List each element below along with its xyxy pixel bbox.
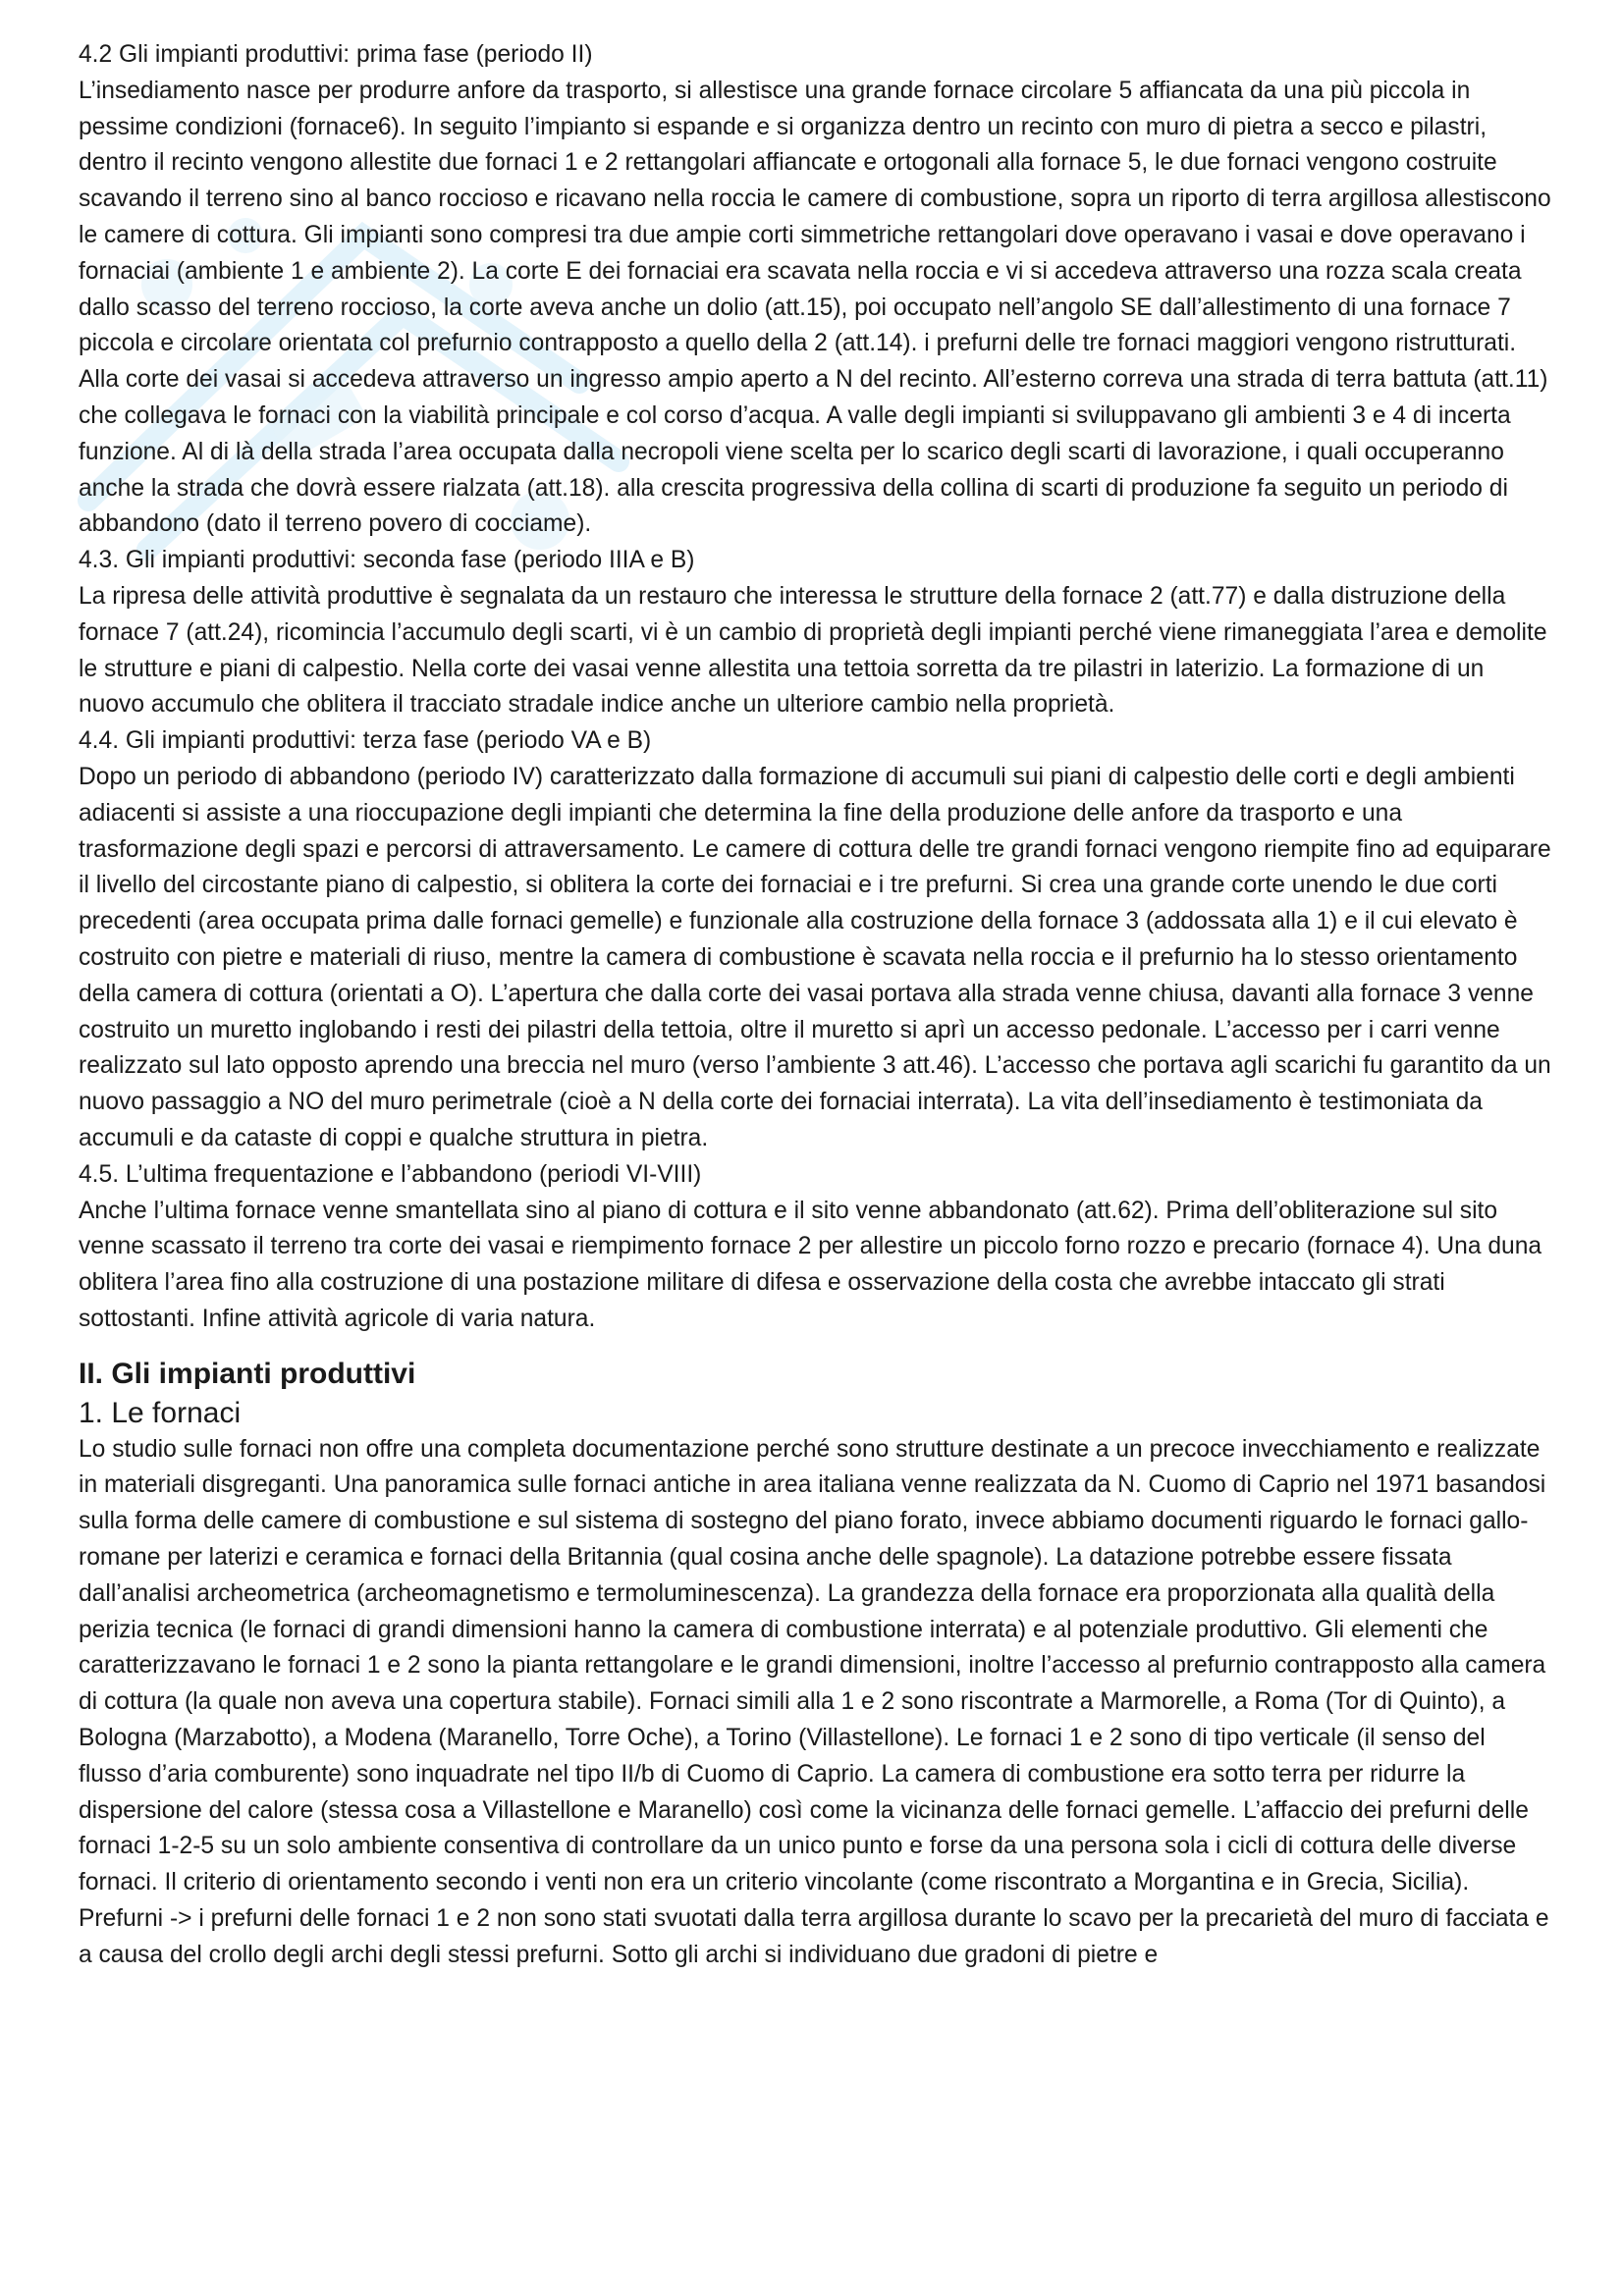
section-4-3-heading: 4.3. Gli impianti produttivi: seconda fase (periodo IIIA e B)	[79, 547, 695, 574]
chapter-title: II. Gli impianti produttivi	[79, 1357, 416, 1390]
section-4-4-heading: 4.4. Gli impianti produttivi: terza fase (periodo VA e B)	[79, 727, 652, 755]
section-4-4-body: Dopo un periodo di abbandono (periodo IV) caratterizzato dalla formazione di accumuli sui piani di calpestio delle corti e degli ambienti adiacenti si assiste a una rioccupazione degli impianti che determina la fine della produzione delle anfore da trasporto e una trasformazione degli spazi e percorsi di attraversamento. Le camere di cottura delle tre grandi fornaci vengono riempite fino ad equiparare il livello del circostante piano di calpestio, si oblitera la corte dei fornaciai e i tre prefurni. Si crea una grande corte unendo le due corti precedenti (area occupata prima dalle fornaci gemelle) e funzionale alla costruzione della fornace 3 (addossata alla 1) e il cui elevato è costruito con pietre e materiali di riuso, mentre la camera di combustione è scavata nella roccia e il prefurnio ha lo stesso orientamento della camera di cottura (orientati a O). L’apertura che dalla corte dei vasai portava alla strada venne chiusa, davanti alla fornace 3 venne costruito un muretto inglobando i resti dei pilastri della tettoia, oltre il muretto si aprì un accesso pedonale. L’accesso per i carri venne realizzato sul lato opposto aprendo una breccia nel muro (verso l’ambiente 3 att.46). L’accesso che portava agli scarichi fu garantito da un nuovo passaggio a NO del muro perimetrale (cioè a N della corte dei fornaciai interrata). La vita dell’insediamento è testimoniata da accumuli e da cataste di coppi e qualche struttura in pietra.	[79, 763, 1551, 1151]
section-4-2-heading: 4.2 Gli impianti produttivi: prima fase (periodo II)	[79, 41, 593, 68]
prefurni-paragraph: Prefurni -> i prefurni delle fornaci 1 e 2 non sono stati svuotati dalla terra argillosa durante lo scavo per la precarietà del muro di facciata e a causa del crollo degli archi degli stessi prefurni. Sotto gli archi si individuano due gradoni di pietre e	[79, 1905, 1549, 1968]
section-4-3-body: La ripresa delle attività produttive è segnalata da un restauro che interessa le strutture della fornace 2 (att.77) e dalla distruzione della fornace 7 (att.24), ricomincia l’accumulo degli scarti, vi è un cambio di proprietà degli impianti perché viene rimaneggiata l’area e demolite le strutture e piani di calpestio. Nella corte dei vasai venne allestita una tettoia sorretta da tre pilastri in laterizio. La formazione di un nuovo accumulo che oblitera il tracciato stradale indice anche un ulteriore cambio nella proprietà.	[79, 582, 1547, 719]
chapter-subtitle: 1. Le fornaci	[79, 1396, 242, 1429]
chapter-body: Lo studio sulle fornaci non offre una completa documentazione perché sono strutture destinate a un precoce invecchiamento e realizzate in materiali disgreganti. Una panoramica sulle fornaci antiche in area italiana venne realizzata da N. Cuomo di Caprio nel 1971 basandosi sulla forma delle camere di combustione e sul sistema di sostegno del piano forato, invece abbiamo documenti riguardo le fornaci gallo-romane per laterizi e ceramica e fornaci della Britannia (qual cosina anche delle spagnole). La datazione potrebbe essere fissata dall’analisi archeometrica (archeomagnetismo e termoluminescenza). La grandezza della fornace era proporzionata alla qualità della perizia tecnica (le fornaci di grandi dimensioni hanno la camera di combustione interrata) e al potenziale produttivo. Gli elementi che caratterizzavano le fornaci 1 e 2 sono la pianta rettangolare e le grandi dimensioni, inoltre l’accesso al prefurnio contrapposto alla camera di cottura (la quale non aveva una copertura stabile). Fornaci simili alla 1 e 2 sono riscontrate a Marmorelle, a Roma (Tor di Quinto), a Bologna (Marzabotto), a Modena (Maranello, Torre Oche), a Torino (Villastellone). Le fornaci 1 e 2 sono di tipo verticale (il senso del flusso d’aria comburente) sono inquadrate nel tipo II/b di Cuomo di Caprio. La camera di combustione era sotto terra per ridurre la dispersione del calore (stessa cosa a Villastellone e Maranello) così come la vicinanza delle fornaci gemelle. L’affaccio dei prefurni delle fornaci 1-2-5 su un solo ambiente consentiva di controllare da un unico punto e forse da una persona sola i cicli di cottura delle diverse fornaci. Il criterio di orientamento secondo i venti non era un criterio vincolante (come riscontrato a Morgantina e in Grecia, Sicilia).	[79, 1435, 1546, 1896]
section-4-5-body: Anche l’ultima fornace venne smantellata sino al piano di cottura e il sito venne abbandonato (att.62). Prima dell’obliterazione sul sito venne scassato il terreno tra corte dei vasai e riempimento fornace 2 per allestire un piccolo forno rozzo e precario (fornace 4). Una duna oblitera l’area fino alla costruzione di una postazione militare di difesa e osservazione della costa che avrebbe intaccato gli strati sottostanti. Infine attività agricole di varia natura.	[79, 1197, 1542, 1332]
section-4-2-body: L’insediamento nasce per produrre anfore da trasporto, si allestisce una grande fornace circolare 5 affiancata da una più piccola in pessime condizioni (fornace6). In seguito l’impianto si espande e si organizza dentro un recinto con muro di pietra a secco e pilastri, dentro il recinto vengono allestite due fornaci 1 e 2 rettangolari affiancate e ortogonali alla fornace 5, le due fornaci vengono costruite scavando il terreno sino al banco roccioso e ricavano nella roccia le camere di combustione, sopra un riporto di terra argillosa allestiscono le camere di cottura. Gli impianti sono compresi tra due ampie corti simmetriche rettangolari dove operavano i vasai e dove operavano i fornaciai (ambiente 1 e ambiente 2). La corte E dei fornaciai era scavata nella roccia e vi si accedeva attraverso una rozza scala creata dallo scasso del terreno roccioso, la corte aveva anche un dolio (att.15), poi occupato nell’angolo SE dall’allestimento di una fornace 7 piccola e circolare orientata col prefurnio contrapposto a quello della 2 (att.14). i prefurni delle tre fornaci maggiori vengono ristrutturati. Alla corte dei vasai si accedeva attraverso un ingresso ampio aperto a N del recinto. All’esterno correva una strada di terra battuta (att.11) che collegava le fornaci con la viabilità principale e col corso d’acqua. A valle degli impianti si sviluppavano gli ambienti 3 e 4 di incerta funzione. Al di là della strada l’area occupata dalla necropoli viene scelta per lo scarico degli scarti di lavorazione, i quali occuperanno anche la strada che dovrà essere rialzata (att.18). alla crescita progressiva della collina di scarti di produzione fa seguito un periodo di abbandono (dato il terreno povero di cocciame).	[79, 77, 1551, 538]
document-page	[79, 37, 1551, 1974]
section-4-5-heading: 4.5. L’ultima frequentazione e l’abbandono (periodi VI-VIII)	[79, 1160, 702, 1188]
